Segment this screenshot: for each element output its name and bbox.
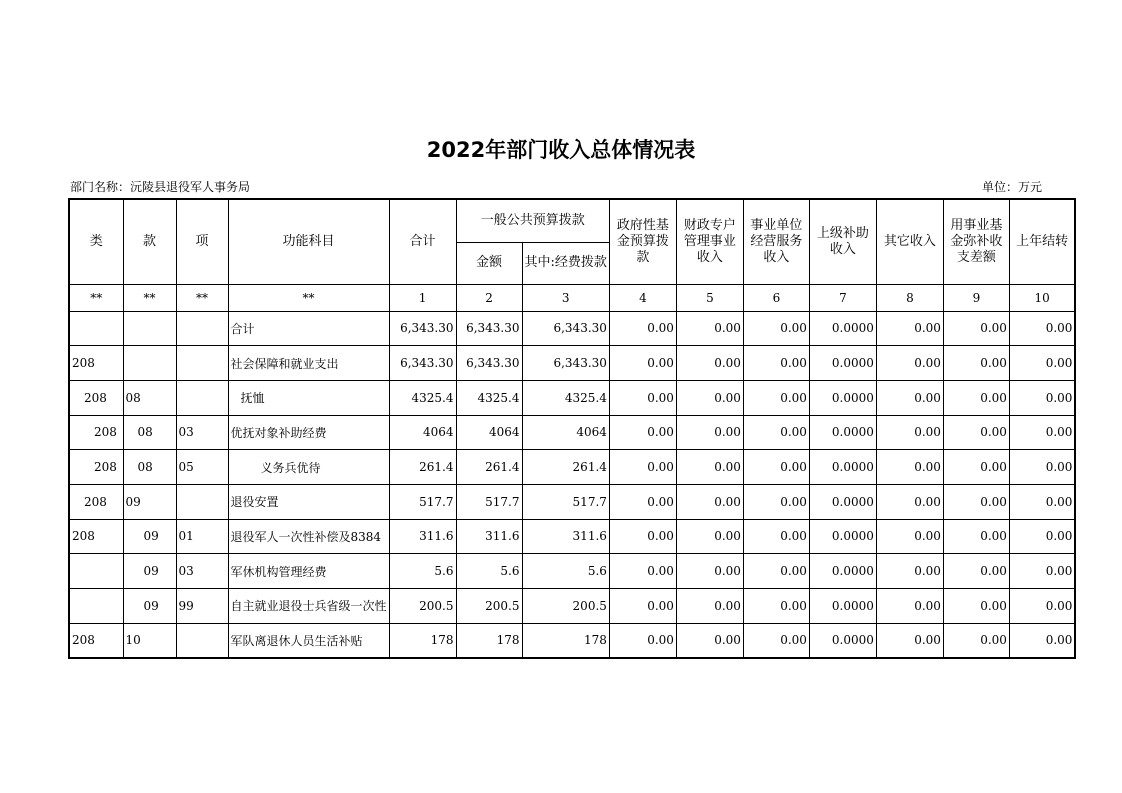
subject-cell: 自主就业退役士兵省级一次性: [228, 589, 389, 624]
index-cell: 8: [876, 284, 943, 311]
fiscal-account-cell: 0.00: [676, 450, 743, 485]
superior-subsidy-cell: 0.0000: [809, 415, 876, 450]
xiang-cell: [176, 380, 228, 415]
index-cell: 6: [743, 284, 809, 311]
total-cell: 517.7: [389, 484, 456, 519]
header-fiscal-account: 财政专户管理事业收入: [676, 199, 743, 284]
header-superior-subsidy: 上级补助收入: [809, 199, 876, 284]
superior-subsidy-cell: 0.0000: [809, 484, 876, 519]
amount-cell: 311.6: [456, 519, 522, 554]
lei-cell: 208: [69, 450, 123, 485]
of-which-cell: 311.6: [522, 519, 609, 554]
fiscal-account-cell: 0.00: [676, 519, 743, 554]
reserve-fund-cell: 0.00: [943, 589, 1009, 624]
of-which-cell: 200.5: [522, 589, 609, 624]
subject-cell: 合计: [228, 311, 389, 346]
of-which-cell: 6,343.30: [522, 346, 609, 381]
other-income-cell: 0.00: [876, 519, 943, 554]
index-cell: 7: [809, 284, 876, 311]
table-row: [69, 589, 1075, 624]
of-which-cell: 6,343.30: [522, 311, 609, 346]
gov-fund-cell: 0.00: [609, 519, 676, 554]
total-cell: 4325.4: [389, 380, 456, 415]
gov-fund-cell: 0.00: [609, 415, 676, 450]
subject-cell: 社会保障和就业支出: [228, 346, 389, 381]
amount-cell: 4064: [456, 415, 522, 450]
header-gov-fund: 政府性基金预算拨款: [609, 199, 676, 284]
header-carry-over: 上年结转: [1009, 199, 1075, 284]
carry-over-cell: 0.00: [1009, 484, 1075, 519]
page-title: 2022年部门收入总体情况表: [426, 138, 696, 162]
carry-over-cell: 0.00: [1009, 589, 1075, 624]
of-which-cell: 517.7: [522, 484, 609, 519]
reserve-fund-cell: 0.00: [943, 380, 1009, 415]
fiscal-account-cell: 0.00: [676, 589, 743, 624]
lei-cell: [69, 554, 123, 589]
superior-subsidy-cell: 0.0000: [809, 623, 876, 658]
business-income-cell: 0.00: [743, 484, 809, 519]
other-income-cell: 0.00: [876, 450, 943, 485]
index-cell: 2: [456, 284, 522, 311]
table-row: [69, 450, 1075, 485]
index-cell: **: [69, 284, 123, 311]
xiang-cell: 05: [176, 450, 228, 485]
xiang-cell: 99: [176, 589, 228, 624]
fiscal-account-cell: 0.00: [676, 484, 743, 519]
of-which-cell: 4325.4: [522, 380, 609, 415]
kuan-cell: 09: [123, 484, 176, 519]
carry-over-cell: 0.00: [1009, 311, 1075, 346]
header-amount: 金额: [456, 242, 522, 284]
total-cell: 261.4: [389, 450, 456, 485]
subject-cell: 退役安置: [228, 484, 389, 519]
unit-label: 单位：万元: [981, 180, 1042, 194]
fiscal-account-cell: 0.00: [676, 623, 743, 658]
gov-fund-cell: 0.00: [609, 554, 676, 589]
other-income-cell: 0.00: [876, 311, 943, 346]
amount-cell: 261.4: [456, 450, 522, 485]
business-income-cell: 0.00: [743, 623, 809, 658]
gov-fund-cell: 0.00: [609, 311, 676, 346]
kuan-cell: 10: [123, 623, 176, 658]
superior-subsidy-cell: 0.0000: [809, 554, 876, 589]
index-cell: **: [176, 284, 228, 311]
gov-fund-cell: 0.00: [609, 484, 676, 519]
kuan-cell: 09: [123, 589, 176, 624]
business-income-cell: 0.00: [743, 554, 809, 589]
lei-cell: 208: [69, 380, 123, 415]
lei-cell: [69, 311, 123, 346]
fiscal-account-cell: 0.00: [676, 380, 743, 415]
department-name: 部门名称：沅陵县退役军人事务局: [70, 180, 251, 194]
table-row: [69, 484, 1075, 519]
fiscal-account-cell: 0.00: [676, 311, 743, 346]
kuan-cell: [123, 346, 176, 381]
lei-cell: 208: [69, 519, 123, 554]
subject-cell: 军队离退休人员生活补贴: [228, 623, 389, 658]
subject-cell: 退役军人一次性补偿及8384: [228, 519, 389, 554]
superior-subsidy-cell: 0.0000: [809, 519, 876, 554]
business-income-cell: 0.00: [743, 311, 809, 346]
of-which-cell: 4064: [522, 415, 609, 450]
total-cell: 311.6: [389, 519, 456, 554]
lei-cell: 208: [69, 623, 123, 658]
total-cell: 5.6: [389, 554, 456, 589]
amount-cell: 6,343.30: [456, 346, 522, 381]
header-lei: 类: [69, 199, 123, 284]
index-cell: 1: [389, 284, 456, 311]
amount-cell: 4325.4: [456, 380, 522, 415]
xiang-cell: [176, 623, 228, 658]
reserve-fund-cell: 0.00: [943, 450, 1009, 485]
table-row: [69, 554, 1075, 589]
business-income-cell: 0.00: [743, 415, 809, 450]
other-income-cell: 0.00: [876, 589, 943, 624]
amount-cell: 200.5: [456, 589, 522, 624]
index-cell: 3: [522, 284, 609, 311]
business-income-cell: 0.00: [743, 450, 809, 485]
other-income-cell: 0.00: [876, 346, 943, 381]
superior-subsidy-cell: 0.0000: [809, 311, 876, 346]
fiscal-account-cell: 0.00: [676, 415, 743, 450]
carry-over-cell: 0.00: [1009, 415, 1075, 450]
amount-cell: 6,343.30: [456, 311, 522, 346]
subject-cell: 优抚对象补助经费: [228, 415, 389, 450]
index-cell: 4: [609, 284, 676, 311]
kuan-cell: 08: [123, 450, 176, 485]
business-income-cell: 0.00: [743, 380, 809, 415]
reserve-fund-cell: 0.00: [943, 623, 1009, 658]
subject-cell: 军休机构管理经费: [228, 554, 389, 589]
header-reserve-fund: 用事业基金弥补收支差额: [943, 199, 1009, 284]
fiscal-account-cell: 0.00: [676, 554, 743, 589]
header-kuan: 款: [123, 199, 176, 284]
gov-fund-cell: 0.00: [609, 589, 676, 624]
header-business-income: 事业单位经营服务收入: [743, 199, 809, 284]
subject-cell: 抚恤: [228, 380, 389, 415]
business-income-cell: 0.00: [743, 346, 809, 381]
xiang-cell: [176, 311, 228, 346]
amount-cell: 517.7: [456, 484, 522, 519]
total-cell: 6,343.30: [389, 311, 456, 346]
header-general-budget: 一般公共预算拨款: [456, 199, 609, 242]
reserve-fund-cell: 0.00: [943, 415, 1009, 450]
fiscal-account-cell: 0.00: [676, 346, 743, 381]
total-cell: 6,343.30: [389, 346, 456, 381]
reserve-fund-cell: 0.00: [943, 484, 1009, 519]
xiang-cell: 01: [176, 519, 228, 554]
index-cell: 9: [943, 284, 1009, 311]
superior-subsidy-cell: 0.0000: [809, 380, 876, 415]
reserve-fund-cell: 0.00: [943, 519, 1009, 554]
xiang-cell: 03: [176, 415, 228, 450]
gov-fund-cell: 0.00: [609, 623, 676, 658]
table-row: [69, 623, 1075, 658]
business-income-cell: 0.00: [743, 589, 809, 624]
table-row: [69, 519, 1075, 554]
kuan-cell: 08: [123, 380, 176, 415]
subject-cell: 义务兵优待: [228, 450, 389, 485]
index-cell: 5: [676, 284, 743, 311]
lei-cell: 208: [69, 484, 123, 519]
other-income-cell: 0.00: [876, 623, 943, 658]
reserve-fund-cell: 0.00: [943, 554, 1009, 589]
amount-cell: 178: [456, 623, 522, 658]
of-which-cell: 178: [522, 623, 609, 658]
index-cell: **: [228, 284, 389, 311]
other-income-cell: 0.00: [876, 554, 943, 589]
kuan-cell: 09: [123, 519, 176, 554]
kuan-cell: [123, 311, 176, 346]
superior-subsidy-cell: 0.0000: [809, 346, 876, 381]
amount-cell: 5.6: [456, 554, 522, 589]
gov-fund-cell: 0.00: [609, 380, 676, 415]
superior-subsidy-cell: 0.0000: [809, 450, 876, 485]
of-which-cell: 5.6: [522, 554, 609, 589]
gov-fund-cell: 0.00: [609, 450, 676, 485]
kuan-cell: 08: [123, 415, 176, 450]
total-cell: 200.5: [389, 589, 456, 624]
carry-over-cell: 0.00: [1009, 623, 1075, 658]
table-row: [69, 346, 1075, 381]
income-table: [68, 198, 1076, 659]
lei-cell: 208: [69, 415, 123, 450]
carry-over-cell: 0.00: [1009, 519, 1075, 554]
header-of-which: 其中:经费拨款: [522, 242, 609, 284]
reserve-fund-cell: 0.00: [943, 346, 1009, 381]
index-cell: **: [123, 284, 176, 311]
kuan-cell: 09: [123, 554, 176, 589]
business-income-cell: 0.00: [743, 519, 809, 554]
lei-cell: 208: [69, 346, 123, 381]
index-row: [69, 284, 1075, 311]
xiang-cell: 03: [176, 554, 228, 589]
lei-cell: [69, 589, 123, 624]
header-subject: 功能科目: [228, 199, 389, 284]
table-row: [69, 380, 1075, 415]
table-row: [69, 311, 1075, 346]
xiang-cell: [176, 484, 228, 519]
other-income-cell: 0.00: [876, 415, 943, 450]
carry-over-cell: 0.00: [1009, 380, 1075, 415]
carry-over-cell: 0.00: [1009, 346, 1075, 381]
reserve-fund-cell: 0.00: [943, 311, 1009, 346]
carry-over-cell: 0.00: [1009, 450, 1075, 485]
carry-over-cell: 0.00: [1009, 554, 1075, 589]
other-income-cell: 0.00: [876, 380, 943, 415]
superior-subsidy-cell: 0.0000: [809, 589, 876, 624]
header-other-income: 其它收入: [876, 199, 943, 284]
table-row: [69, 415, 1075, 450]
header-xiang: 项: [176, 199, 228, 284]
other-income-cell: 0.00: [876, 484, 943, 519]
total-cell: 4064: [389, 415, 456, 450]
xiang-cell: [176, 346, 228, 381]
gov-fund-cell: 0.00: [609, 346, 676, 381]
index-cell: 10: [1009, 284, 1075, 311]
of-which-cell: 261.4: [522, 450, 609, 485]
total-cell: 178: [389, 623, 456, 658]
header-total: 合计: [389, 199, 456, 284]
